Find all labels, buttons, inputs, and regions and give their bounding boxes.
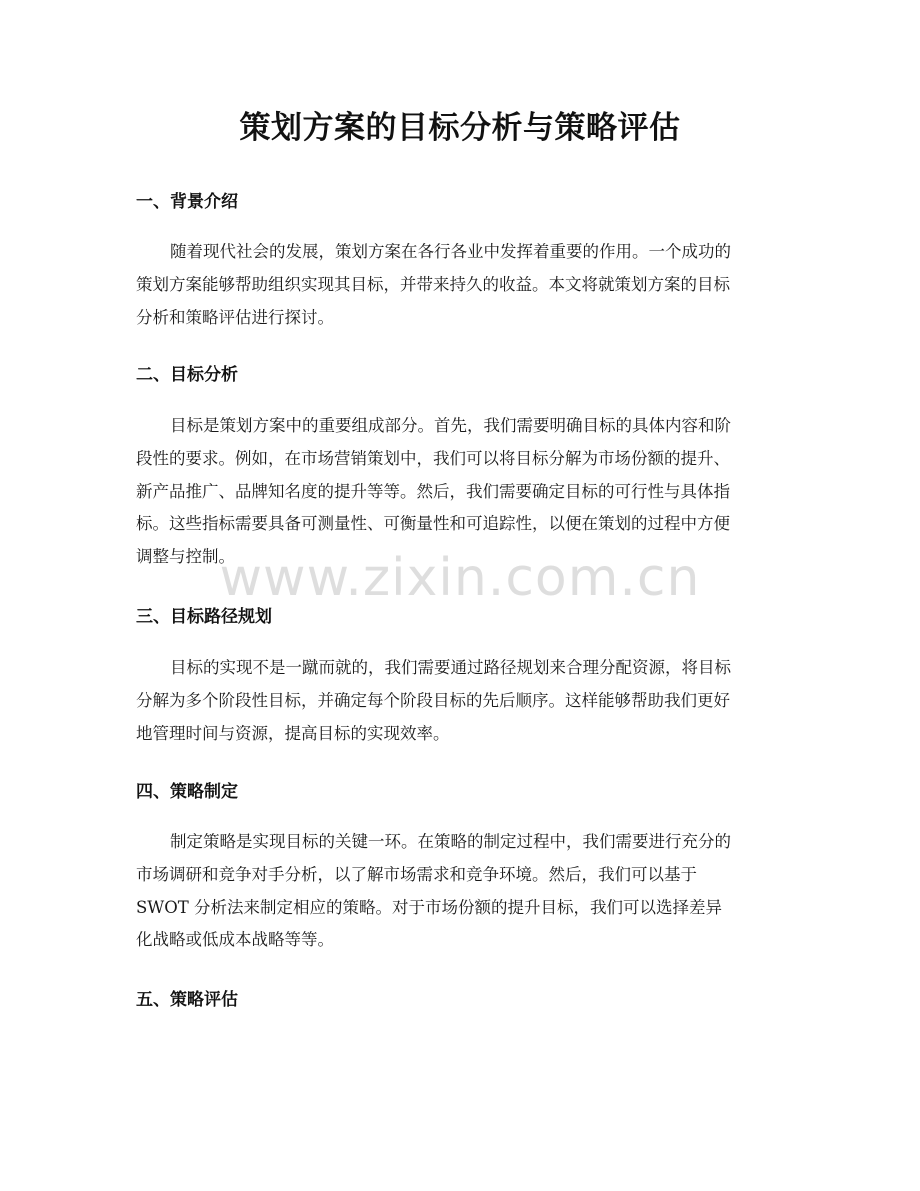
section-paragraph-strategy-formulation: 制定策略是实现目标的关键一环。在策略的制定过程中，我们需要进行充分的 市场调研和竞争对手分析，以了解市场需求和竞争环境。然后，我们可以基于 SWOT 分析法来制定相应的策略。对于市场份额的提升目标，我们可以选择差异 化战略或低成本战略等等。: [136, 832, 731, 950]
section-paragraph-goal-path-planning: 目标的实现不是一蹴而就的，我们需要通过路径规划来合理分配资源，将目标 分解为多个阶段性目标，并确定每个阶段目标的先后顺序。这样能够帮助我们更好 地管理时间与资源，提高目标的实现效率。: [136, 658, 731, 743]
section-paragraph-goal-analysis: 目标是策划方案中的重要组成部分。首先，我们需要明确目标的具体内容和阶 段性的要求。例如，在市场营销策划中，我们可以将目标分解为市场份额的提升、 新产品推广、品牌知名度的提升等等。然后，我们需要确定目标的可行性与具体指 标。这些指标需要具备可测量性、可衡量性和可追踪性，以便在策划的过程中方便 调整与控制。: [136, 416, 731, 567]
document-title: 策划方案的目标分析与策略评估: [239, 110, 681, 146]
section-heading-goal-analysis: 二、目标分析: [136, 365, 238, 385]
section-heading-background: 一、背景介绍: [136, 192, 238, 212]
section-heading-goal-path-planning: 三、目标路径规划: [136, 607, 272, 627]
section-heading-strategy-evaluation: 五、策略评估: [136, 990, 238, 1010]
watermark: www.zixin.com.cn: [219, 548, 701, 608]
section-heading-strategy-formulation: 四、策略制定: [136, 782, 238, 802]
section-paragraph-background: 随着现代社会的发展，策划方案在各行各业中发挥着重要的作用。一个成功的 策划方案能够帮助组织实现其目标，并带来持久的收益。本文将就策划方案的目标 分析和策略评估进行探讨。: [136, 242, 731, 327]
